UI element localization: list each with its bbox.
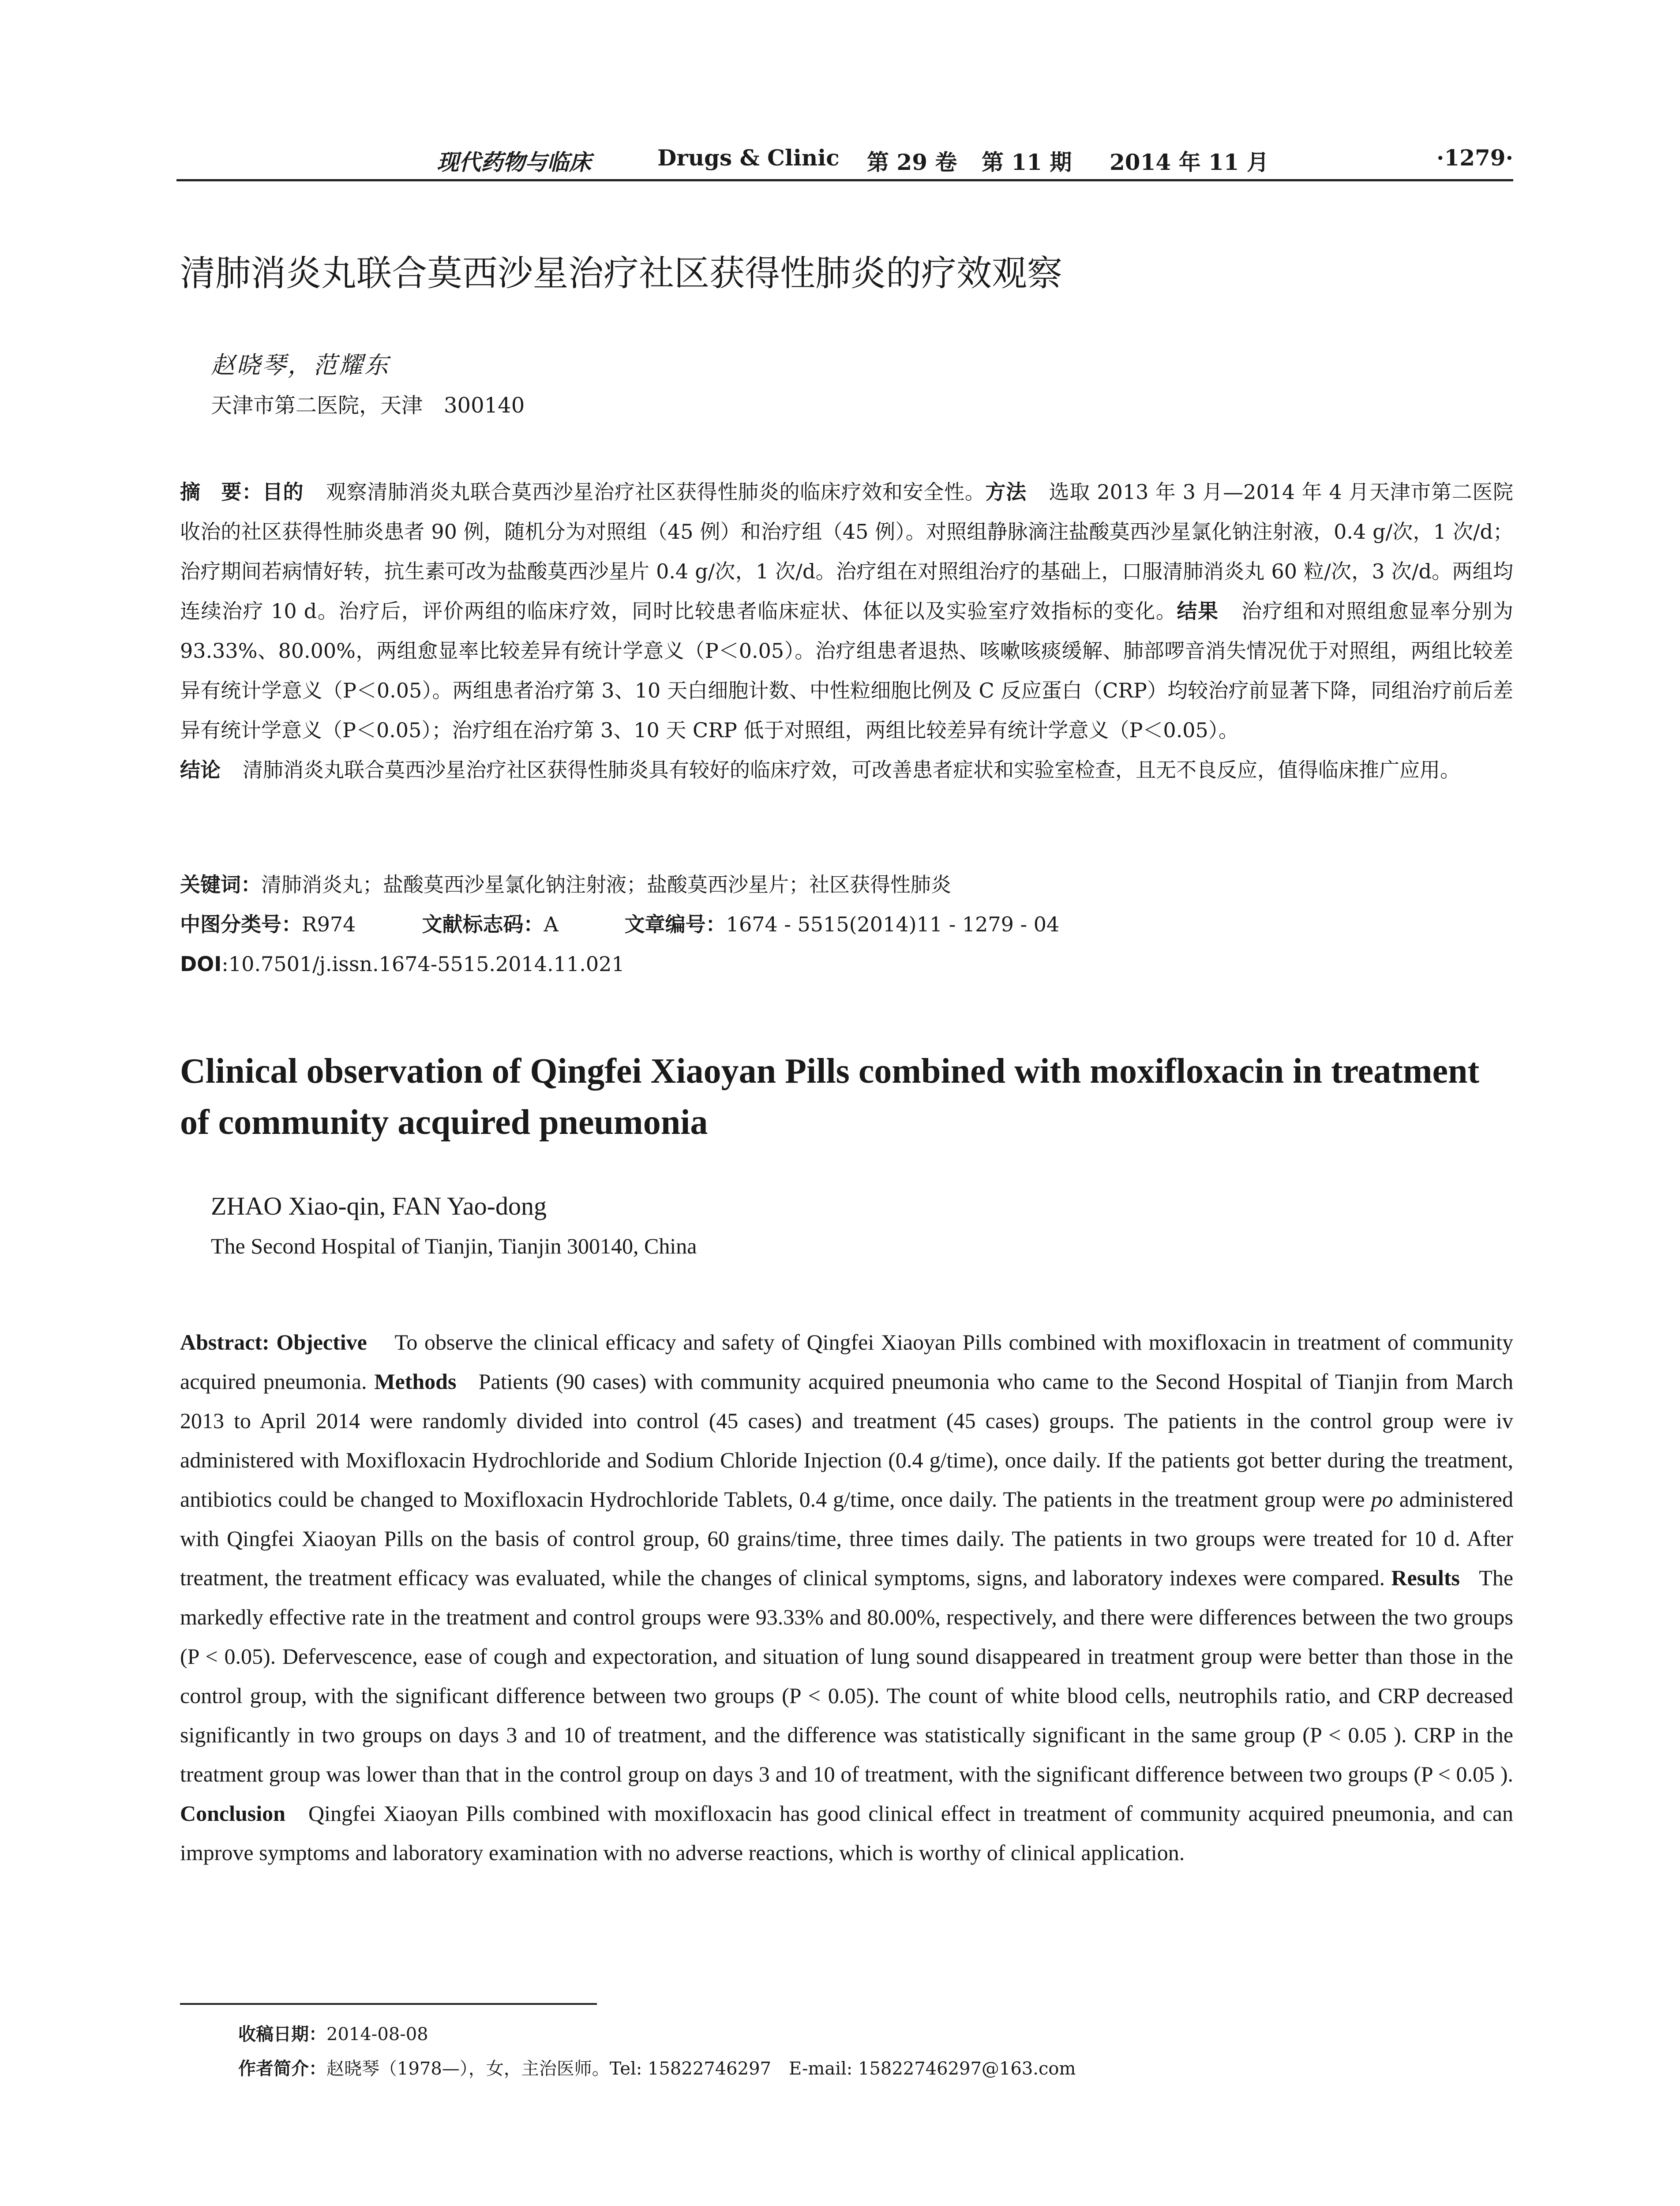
conclusion-label-cn: 结论 bbox=[180, 758, 221, 782]
doi-label: DOI bbox=[180, 952, 222, 976]
doi-value: :10.7501/j.issn.1674-5515.2014.11.021 bbox=[221, 952, 625, 976]
footnotes bbox=[238, 2017, 1513, 2086]
authors-cn: 赵晓琴，范耀东 bbox=[211, 351, 390, 379]
methods-text-en-b: administered with Qingfei Xiaoyan Pills on the basis of control group, 60 grains/time, three times daily. The patients in two groups were treated for 10 d. After treatment, the treatment efficacy was evaluated, while the changes of clinical symptoms, signs, and laboratory indexes were compared. bbox=[180, 1487, 1514, 1590]
methods-label-en: Methods bbox=[374, 1369, 457, 1394]
abstract-cn bbox=[180, 472, 1513, 790]
methods-text-en-a: Patients (90 cases) with community acquired pneumonia who came to the Second Hospital of Tianjin from March 2013 to April 2014 were randomly divided into control (45 cases) and treatment (45 cases) groups. The patients in the control group were iv administered with Moxifloxacin Hydrochloride and Sodium Chloride Injection (0.4 g/time), once daily. If the patients got better during the treatment, antibiotics could be changed to Moxifloxacin Hydrochloride Tablets, 0.4 g/time, once daily. The patients in the treatment group were bbox=[180, 1369, 1514, 1512]
results-text-cn: 治疗组和对照组愈显率分别为 93.33%、80.00%，两组愈显率比较差异有统计学意义（P＜0.05）。治疗组患者退热、咳嗽咳痰缓解、肺部啰音消失情况优于对照组，两组比较差异有统计学意义（P＜0.05）。两组患者治疗第 3、10 天白细胞计数、中性粒细胞比例及 C 反应蛋白（CRP）均较治疗前显著下降，同组治疗前后差异有统计学意义（P＜0.05）；治疗组在治疗第 3、10 天 CRP 低于对照组，两组比较差异有统计学意义（P＜0.05）。 bbox=[180, 599, 1514, 742]
journal-name-en: Drugs & Clinic bbox=[657, 145, 840, 171]
results-label-en: Results bbox=[1391, 1565, 1460, 1590]
abstract-label-en: Abstract: Objective bbox=[180, 1330, 367, 1354]
methods-label-cn: 方法 bbox=[985, 480, 1027, 504]
footnote-divider bbox=[180, 2003, 597, 2005]
keywords-label: 关键词： bbox=[180, 873, 261, 897]
received-date-line bbox=[238, 2017, 1513, 2052]
journal-issue: 第 11 期 bbox=[982, 149, 1072, 175]
running-header bbox=[176, 140, 1513, 181]
author-bio-line bbox=[238, 2052, 1513, 2086]
clc-label: 中图分类号： bbox=[180, 912, 302, 936]
objective-text-en: To observe the clinical efficacy and safety of Qingfei Xiaoyan Pills combined with moxifloxacin in treatment of community acquired pneumonia. bbox=[180, 1330, 1514, 1394]
received-date: 2014-08-08 bbox=[326, 2024, 428, 2045]
article-id-label: 文章编号： bbox=[624, 912, 726, 936]
classification-line bbox=[180, 904, 1513, 944]
affiliation-cn: 天津市第二医院，天津 300140 bbox=[211, 393, 525, 418]
methods-text-cn: 选取 2013 年 3 月—2014 年 4 月天津市第二医院收治的社区获得性肺炎患者 90 例，随机分为对照组（45 例）和治疗组（45 例）。对照组静脉滴注盐酸莫西沙星氯化钠注射液，0.4 g/次，1 次/d；治疗期间若病情好转，抗生素可改为盐酸莫西沙星片 0.4 g/次，1 次/d。治疗组在对照组治疗的基础上，口服清肺消炎丸 60 粒/次，3 次/d。两组均连续治疗 10 d。治疗后，评价两组的临床疗效，同时比较患者临床症状、体征以及实验室疗效指标的变化。 bbox=[180, 480, 1514, 623]
abstract-en-body bbox=[180, 1323, 1513, 1872]
article-title-cn: 清肺消炎丸联合莫西沙星治疗社区获得性肺炎的疗效观察 bbox=[180, 253, 1062, 294]
conclusion-label-en: Conclusion bbox=[180, 1801, 285, 1826]
abstract-en bbox=[180, 1323, 1513, 1872]
page-number: ·1279· bbox=[1436, 145, 1513, 171]
authors-en: ZHAO Xiao-qin, FAN Yao-dong bbox=[211, 1192, 547, 1220]
article-id-value: 1674 - 5515(2014)11 - 1279 - 04 bbox=[726, 912, 1060, 936]
article-title-en: Clinical observation of Qingfei Xiaoyan Pills combined with moxifloxacin in treatment of community acquired pneumonia bbox=[180, 1052, 1480, 1142]
conclusion-text-cn: 清肺消炎丸联合莫西沙星治疗社区获得性肺炎具有较好的临床疗效，可改善患者症状和实验室检查，且无不良反应，值得临床推广应用。 bbox=[243, 758, 1460, 782]
results-label-cn: 结果 bbox=[1177, 599, 1219, 623]
author-bio-text: 赵晓琴（1978—），女，主治医师。Tel: 15822746297 E-mail: 15822746297@163.com bbox=[326, 2059, 1076, 2079]
clc-value: R974 bbox=[302, 912, 356, 936]
affiliation-en: The Second Hospital of Tianjin, Tianjin 300140, China bbox=[211, 1234, 697, 1258]
doi-line bbox=[180, 944, 1513, 984]
doc-code-value: A bbox=[544, 912, 559, 936]
received-label: 收稿日期： bbox=[238, 2024, 326, 2045]
objective-label-cn: 目的 bbox=[262, 480, 304, 504]
results-text-en: The markedly effective rate in the treatment and control groups were 93.33% and 80.00%, respectively, and there were differences between the two groups (P < 0.05). Defervescence, ease of cough and expectoration, and situation of lung sound disappeared in treatment group were better than those in the control group, with the significant difference between two groups (P < 0.05). The count of white blood cells, neutrophils ratio, and CRP decreased significantly in two groups on days 3 and 10 of treatment, and the difference was statistically significant in the same group (P < 0.05 ). CRP in the treatment group was lower than that in the control group on days 3 and 10 of treatment, with the significant difference between two groups (P < 0.05 ). bbox=[180, 1565, 1514, 1786]
article-meta-cn bbox=[180, 865, 1513, 984]
keywords-line bbox=[180, 865, 1513, 904]
author-bio-label: 作者简介： bbox=[238, 2059, 326, 2079]
abstract-cn-body bbox=[180, 472, 1513, 790]
journal-volume: 第 29 卷 bbox=[867, 149, 957, 175]
journal-name-cn: 现代药物与临床 bbox=[437, 149, 591, 175]
objective-text-cn: 观察清肺消炎丸联合莫西沙星治疗社区获得性肺炎的临床疗效和安全性。 bbox=[326, 480, 986, 504]
doc-code-label: 文献标志码： bbox=[422, 912, 544, 936]
keywords-text: 清肺消炎丸；盐酸莫西沙星氯化钠注射液；盐酸莫西沙星片；社区获得性肺炎 bbox=[261, 873, 951, 897]
conclusion-text-en: Qingfei Xiaoyan Pills combined with moxifloxacin has good clinical effect in treatment of community acquired pneumonia, and can improve symptoms and laboratory examination with no adverse reactions, which is worthy of clinical application. bbox=[180, 1801, 1513, 1865]
methods-po: po bbox=[1371, 1487, 1393, 1512]
issue-date: 2014 年 11 月 bbox=[1110, 149, 1269, 175]
abstract-label-cn: 摘 要： bbox=[180, 480, 262, 504]
